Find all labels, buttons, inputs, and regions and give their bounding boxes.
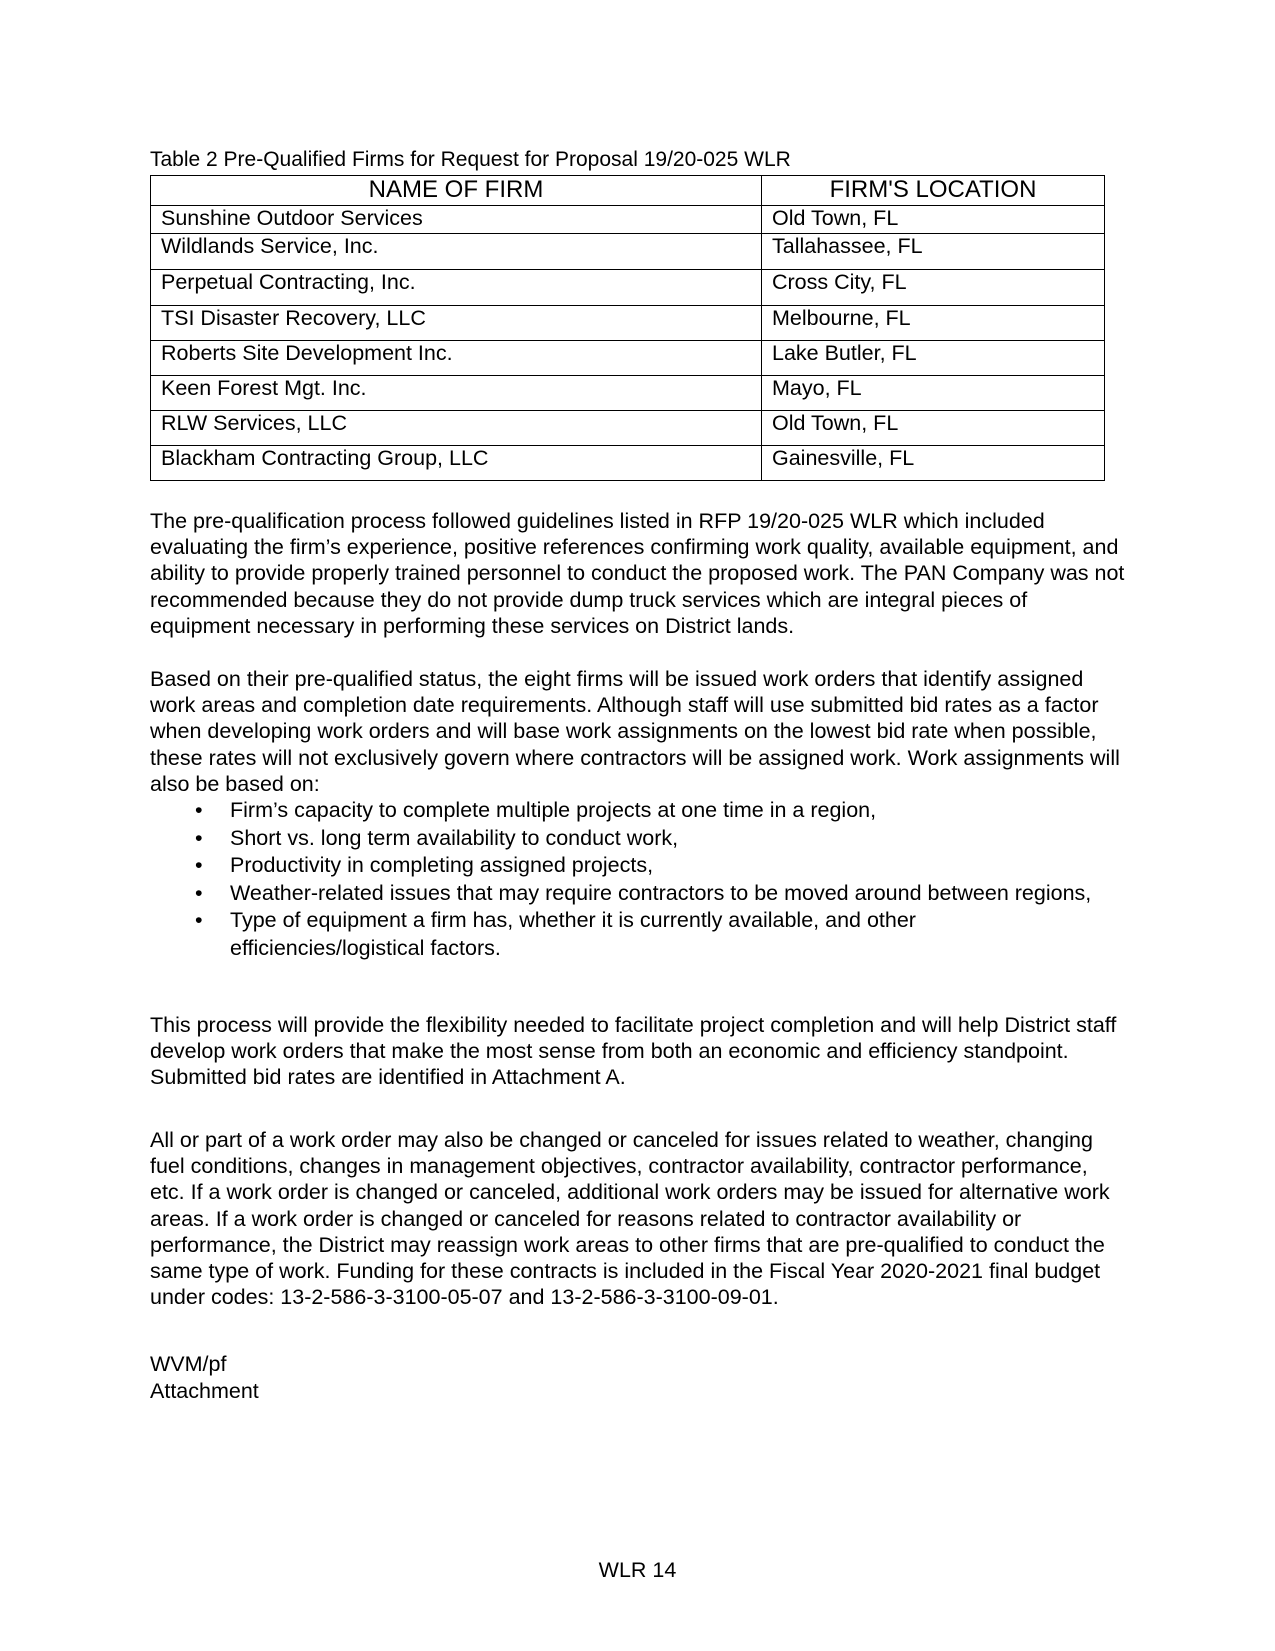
table-row — [151, 270, 1105, 306]
firm-name-cell: Blackham Contracting Group, LLC — [151, 446, 762, 481]
table-caption: Table 2 Pre-Qualified Firms for Request for Proposal 19/20-025 WLR — [150, 148, 791, 171]
bullet-icon: • — [195, 798, 203, 822]
table-row — [151, 376, 1105, 411]
page-number-footer: WLR 14 — [598, 1558, 677, 1582]
list-item-text: Weather-related issues that may require contractors to be moved around between regions, — [230, 880, 1092, 905]
table-row — [151, 411, 1105, 446]
firm-location-cell: Old Town, FL — [762, 411, 1105, 446]
bullet-icon: • — [195, 880, 203, 905]
list-item-text: Productivity in completing assigned projects, — [230, 853, 654, 877]
paragraph-prequalification-process: The pre-qualification process followed guidelines listed in RFP 19/20-025 WLR which included evaluating the firm’s experience, positive references confirming work quality, available equipment, and ability to provide properly trained personnel to conduct the proposed work. The PAN Company was not recommended because they do not provide dump truck services which are integral pieces of equipment necessary in performing these services on District lands. — [150, 509, 1125, 638]
firm-name-cell: RLW Services, LLC — [151, 411, 762, 446]
list-item-text: Firm’s capacity to complete multiple projects at one time in a region, — [230, 798, 877, 822]
attachment-note: Attachment — [150, 1379, 259, 1403]
firm-location-cell: Lake Butler, FL — [762, 341, 1105, 376]
column-header-firm-location: FIRM'S LOCATION — [762, 176, 1105, 206]
author-initials: WVM/pf — [150, 1352, 227, 1376]
bullet-icon: • — [195, 908, 203, 932]
table-row — [151, 234, 1105, 270]
table-row — [151, 206, 1105, 234]
table-row — [151, 341, 1105, 376]
list-item — [150, 907, 1110, 962]
firm-name-cell: Wildlands Service, Inc. — [151, 234, 762, 270]
firm-location-cell: Tallahassee, FL — [762, 234, 1105, 270]
list-item-text: Type of equipment a firm has, whether it is currently available, and other efficiencies/logistical factors. — [230, 908, 916, 960]
list-item — [150, 797, 1110, 825]
firm-location-cell: Old Town, FL — [762, 206, 1105, 234]
firm-name-cell: Sunshine Outdoor Services — [151, 206, 762, 234]
list-item — [150, 852, 1110, 880]
firm-name-cell: Roberts Site Development Inc. — [151, 341, 762, 376]
table-row — [151, 446, 1105, 481]
work-assignment-criteria-list — [150, 797, 1110, 962]
paragraph-work-orders: Based on their pre-qualified status, the eight firms will be issued work orders that identify assigned work areas and completion date requirements. Although staff will use submitted bid rates as a factor when developing work orders and will base work assignments on the lowest bid rate when possible, these rates will not exclusively govern where contractors will be assigned work. Work assignments will also be based on: — [150, 667, 1120, 796]
paragraph-work-order-changes: All or part of a work order may also be changed or canceled for issues related to weather, changing fuel conditions, changes in management objectives, contractor availability, contractor performance, etc. If a work order is changed or canceled, additional work orders may be issued for alternative work areas. If a work order is changed or canceled for reasons related to contractor availability or performance, the District may reassign work areas to other firms that are pre-qualified to conduct the same type of work. Funding for these contracts is included in the Fiscal Year 2020-2021 final budget under codes: 13-2-586-3-3100-05-07 and 13-2-586-3-3100-09-01. — [150, 1128, 1110, 1310]
list-item-text: Short vs. long term availability to conduct work, — [230, 825, 679, 850]
firm-location-cell: Mayo, FL — [762, 376, 1105, 411]
column-header-firm-name: NAME OF FIRM — [151, 176, 762, 206]
firm-name-cell: TSI Disaster Recovery, LLC — [151, 306, 762, 341]
list-item — [150, 825, 1110, 853]
firm-location-cell: Gainesville, FL — [762, 446, 1105, 481]
paragraph-flexibility: This process will provide the flexibility needed to facilitate project completion and will help District staff develop work orders that make the most sense from both an economic and efficiency standpoint. Submitted bid rates are identified in Attachment A. — [150, 1013, 1117, 1090]
firm-name-cell: Perpetual Contracting, Inc. — [151, 270, 762, 306]
bullet-icon: • — [195, 853, 203, 877]
table-row — [151, 306, 1105, 341]
firm-location-cell: Melbourne, FL — [762, 306, 1105, 341]
bullet-icon: • — [195, 825, 203, 850]
firm-location-cell: Cross City, FL — [762, 270, 1105, 306]
firm-name-cell: Keen Forest Mgt. Inc. — [151, 376, 762, 411]
list-item — [150, 880, 1110, 908]
prequalified-firms-table — [150, 175, 1105, 481]
table-header-row — [151, 176, 1105, 206]
